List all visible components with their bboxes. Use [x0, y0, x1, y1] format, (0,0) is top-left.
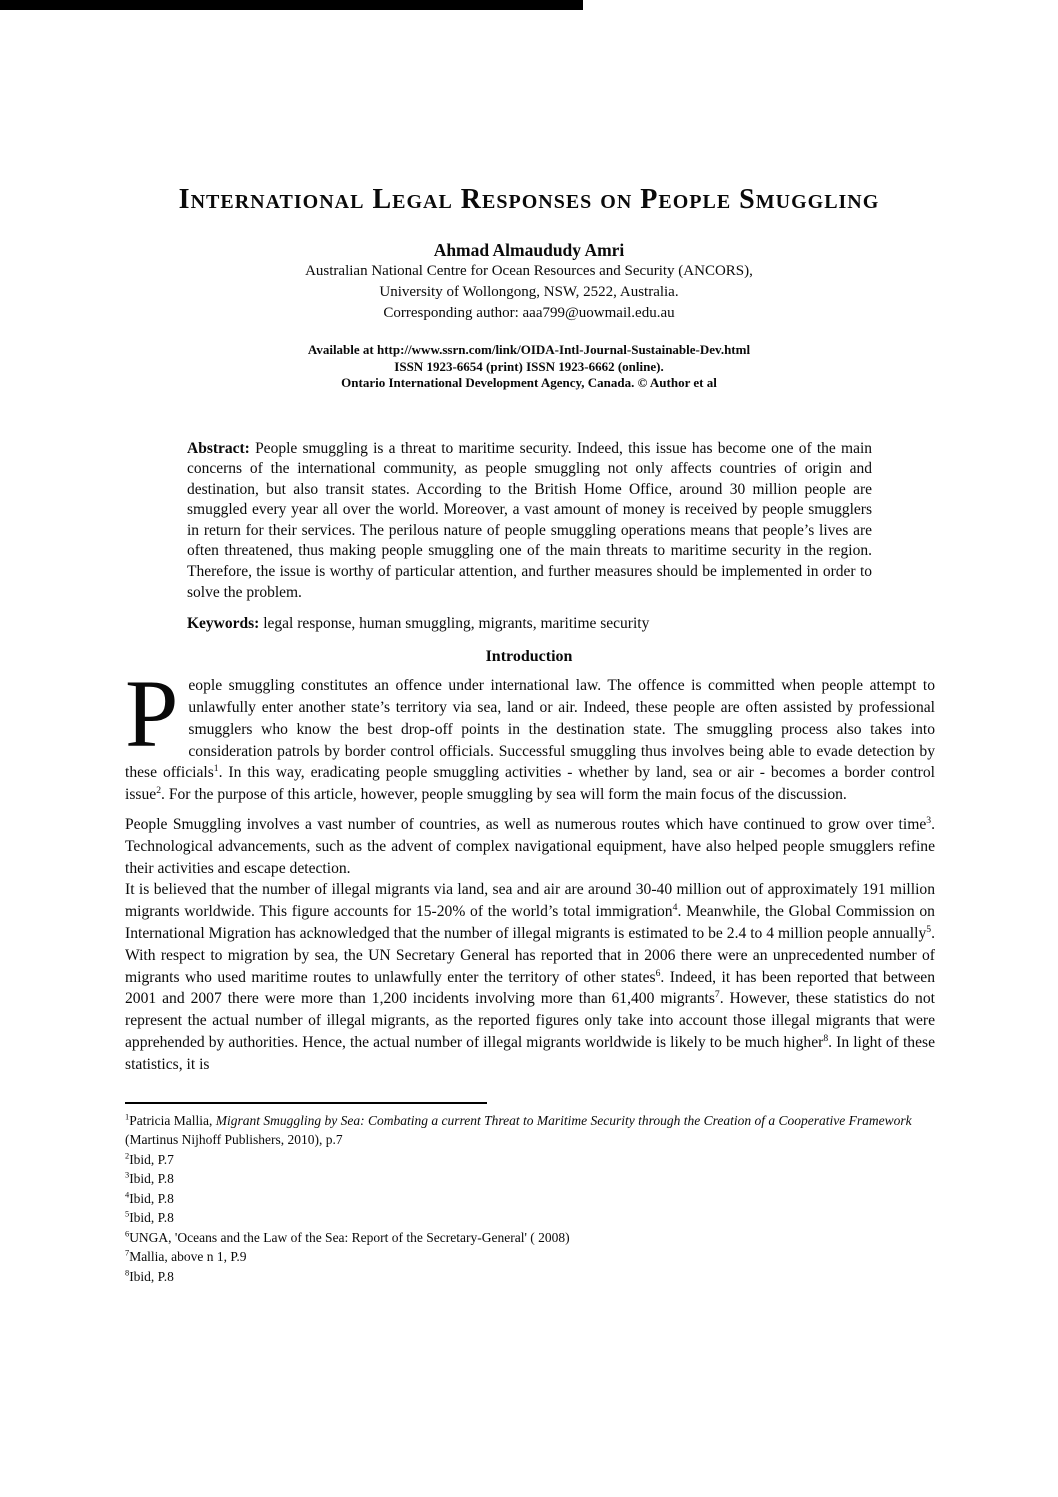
- abstract-paragraph: Abstract: People smuggling is a threat to maritime security. Indeed, this issue has become one of the main concerns of the international community, as people smuggling not only affects countries of origin and destination, but also transit states. According to the British Home Office, around 30 million people are smuggled every year all over the world. Moreover, a vast amount of money is received by people smugglers in return for their services. The perilous nature of people smuggling operations means that people’s lives are often threatened, thus making people smuggling one of the main threats to maritime security in the region. Therefore, the issue is worthy of particular attention, and further measures should be implemented in order to solve the problem.: [187, 439, 873, 601]
- author-name: Ahmad Almaududy Amri: [433, 240, 625, 260]
- affiliation-block: [0, 261, 1058, 324]
- body-paragraph-1: [125, 660, 936, 806]
- footnote-item: $^8$Ibid, P.8: [125, 1268, 174, 1284]
- availability-block: [0, 342, 1058, 392]
- affiliation-line-email: Corresponding author: aaa799@uowmail.edu.au: [383, 305, 675, 321]
- keywords-line: Keywords: legal response, human smuggling, migrants, maritime security: [187, 615, 650, 633]
- footnote-item: $^7$Mallia, above n 1, P.9: [125, 1248, 247, 1265]
- footnote-item: $^3$Ibid, P.8: [125, 1170, 174, 1187]
- footnote-separator: [125, 1102, 487, 1104]
- affiliation-line: University of Wollongong, NSW, 2522, Australia.: [379, 284, 679, 300]
- footnote-item: $^1$Patricia Mallia, Migrant Smuggling by Sea: Combating a current Threat to Maritime Security through the Creation of a Cooperative Framework (Martinus Nijhoff Publishers, 2010), p.7: [125, 1112, 912, 1148]
- availability-issn-line: ISSN 1923-6654 (print) ISSN 1923-6662 (online).: [394, 358, 664, 374]
- affiliation-line: Australian National Centre for Ocean Resources and Security (ANCORS),: [305, 263, 753, 279]
- footnotes-block: [0, 1111, 1058, 1287]
- availability-agency-line: Ontario International Development Agency, Canada. © Author et al: [341, 375, 717, 390]
- footnote-item: $^5$Ibid, P.8: [125, 1209, 174, 1226]
- scan-artifact-bar: [0, 0, 583, 10]
- availability-url-line: Available at http://www.ssrn.com/link/OIDA-Intl-Journal-Sustainable-Dev.html: [307, 342, 751, 357]
- body-paragraph-3: It is believed that the number of illegal migrants via land, sea and air are around 30-40 million out of approximately 191 million migrants worldwide. This figure accounts for 15-20% of the world’s total immigration$^4$. Meanwhile, the Global Commission on International Migration has acknowledged that the number of illegal migrants is estimated to be 2.4 to 4 million people annually$^5$. With respect to migration by sea, the UN Secretary General has reported that in 2006 there were an unprecedented number of migrants who used maritime routes to unlawfully enter the territory of other states$^6$. Indeed, it has been reported that between 2001 and 2007 there were more than 1,200 incidents involving more than 61,400 migrants$^7$. However, these statistics do not represent the actual number of illegal migrants, as the reported figures only take into account those illegal migrants that were apprehended by authorities. Hence, the actual number of illegal migrants worldwide is likely to be much higher$^8$. In light of these statistics, it is: [125, 881, 935, 1073]
- section-heading-introduction: Introduction: [485, 648, 573, 666]
- footnote-item: $^4$Ibid, P.8: [125, 1190, 174, 1206]
- body-paragraph-2: People Smuggling involves a vast number of countries, as well as numerous routes which have continued to grow over time$^3$. Technological advancements, such as the advent of complex navigational equipment, have also helped people smugglers refine their activities and escape detection.: [125, 814, 935, 877]
- footnote-item: $^2$Ibid, P.7: [125, 1151, 174, 1167]
- drop-cap: P: [125, 660, 179, 768]
- page-title: International Legal Responses on People Smuggling: [178, 184, 880, 215]
- paragraph-text: eople smuggling constitutes an offence under international law. The offence is committed when people attempt to unlawfully enter another state’s territory via sea, land or air. Indeed, these people are often assisted by professional smugglers who know the best drop-off points in the destination state. The smuggling process also takes into consideration patrols by border control officials. Successful smuggling thus involves being able to evade detection by these officials$^1$. In this way, eradicating people smuggling activities - whether by land, sea or air - becomes a border control issue$^2$. For the purpose of this article, however, people smuggling by sea will form the main focus of the discussion.: [125, 677, 936, 804]
- footnote-item: $^6$UNGA, 'Oceans and the Law of the Sea: Report of the Secretary-General' ( 2008): [125, 1229, 570, 1245]
